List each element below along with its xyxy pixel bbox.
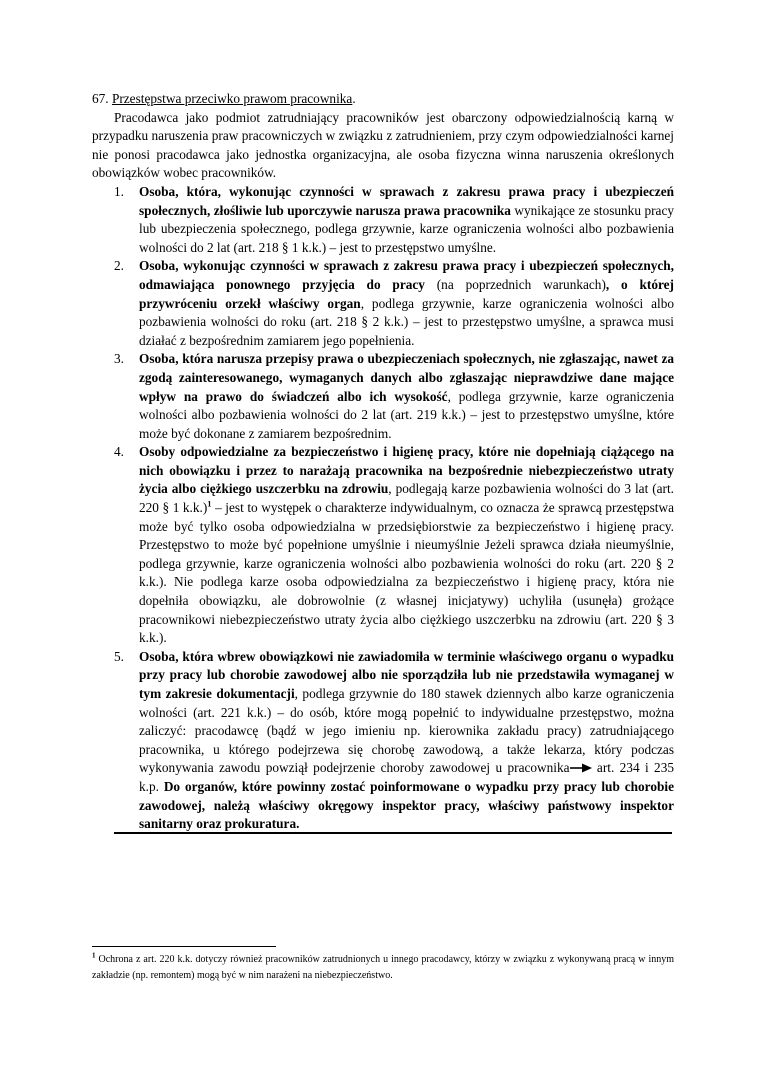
item-number: 1. <box>114 183 124 199</box>
offence-list <box>92 183 674 834</box>
section-title-period: . <box>352 91 356 106</box>
item-text: , podlega grzywnie, karze ograniczenia wolności albo pozbawienia wolności do 2 lat (art. 219 k.k.) – jest to przestępstwo umyślne, które może być dokonane z zamiarem bezpośrednim. <box>139 388 674 441</box>
item-bold-text: Osoba, która narusza przepisy prawa o ubezpieczeniach społecznych, nie zgłaszając, nawet za zgodą zainteresowanego, wymaganych danych albo zgłaszając nieprawdziwe dane mające wpływ na prawo do świadczeń albo ich wysokość <box>139 351 674 404</box>
intro-paragraph: Pracodawca jako podmiot zatrudniający pracowników jest obarczony odpowiedzialnością karną w przypadku naruszenia praw pracowniczych w związku z zatrudnieniem, przy czym odpowiedzialności karnej nie ponosi pracodawca jako jednostka organizacyjna, ale osoba fizyczna winna naruszenia określonych obowiązków wobec pracowników. <box>92 109 674 181</box>
closing-rule <box>114 832 672 834</box>
footnote <box>92 952 674 984</box>
item-text: , podlega grzywnie do 180 stawek dziennych albo karze ograniczenia wolności (art. 221 k.k.) – do osób, które mogą popełnić to indywidualne przestępstwo, można zaliczyć: pracodawcę (bądź w jego imieniu np. kierownika zakładu pracy) zatrudniającego pracownika, u którego podejrzewa się chorobę zawodową, a także lekarza, który podczas wykonywania zawodu powziął podejrzenie choroby zawodowej u pracownika <box>139 686 675 776</box>
list-item <box>92 183 674 257</box>
list-item <box>92 648 674 834</box>
footnote-text: Ochrona z art. 220 k.k. dotyczy również pracowników zatrudnionych u innego pracodawcy, którzy w związku z wykonywaną pracą w innym zakładzie (np. remontem) mogą być w nim narażeni na niebezpieczeństwo. <box>92 954 674 981</box>
item-number: 3. <box>114 351 124 367</box>
item-text: , podlegają karze pozbawienia wolności do 3 lat (art. 220 § 1 k.k.) <box>139 481 674 516</box>
item-bold-text: Do organów, które powinny zostać poinformowane o wypadku przy pracy lub chorobie zawodowej, należą właściwy okręgowy inspektor pracy, właściwy państwowy inspektor sanitarny oraz prokuratura. <box>139 778 674 832</box>
item-text: (na poprzednich warunkach) <box>424 276 606 292</box>
item-bold-text: Osoba, wykonując czynności w sprawach z zakresu prawa pracy i ubezpieczeń społecznych, odmawiająca ponownego przyjęcia do pracy <box>139 258 674 292</box>
list-item <box>92 443 674 648</box>
item-number: 4. <box>114 444 124 460</box>
footnote-marker: 1 <box>92 951 96 960</box>
item-text: – jest to występek o charakterze indywidualnym, co oznacza że sprawcą przestępstwa może być tylko osoba odpowiedzialna w przedsiębiorstwie za bezpieczeństwo i higienę pracy. Przestępstwo to może być popełnione umyślnie i nieumyślnie Jeżeli sprawca działa nieumyślnie, podlega grzywnie, karze ograniczenia wolności albo pozbawienia wolności do roku (art. 220 § 2 k.k.). Nie podlega karze osoba odpowiedzialna za bezpieczeństwo i higienę pracy, która nie dopełniła obowiązku, ale dobrowolnie (z własnej inicjatywy) uchyliła (usunęła) grożące pracownikowi niebezpieczeństwo utraty życia albo ciężkiego uszczerbku na zdrowiu (art. 220 § 3 k.k.). <box>139 500 674 646</box>
item-bold-text: Osoba, która, wykonując czynności w sprawach z zakresu prawa pracy i ubezpieczeń społecznych, złośliwie lub uporczywie narusza prawa pracownika <box>139 183 674 218</box>
item-bold-text: Osoba, która wbrew obowiązkowi nie zawiadomiła w terminie właściwego organu o wypadku przy pracy lub chorobie zawodowej albo nie sporządziła lub nie przedstawiła wymaganej w tym zakresie dokumentacji <box>139 648 674 701</box>
item-bold-text: , o której przywróceniu orzekł właściwy organ <box>139 276 674 311</box>
section-number: 67. <box>92 91 109 106</box>
section-title: Przestępstwa przeciwko prawom pracownika <box>111 91 353 106</box>
main-text <box>92 90 674 834</box>
right-arrow-icon <box>570 763 592 773</box>
item-text: art. 234 i 235 k.p. <box>139 760 674 794</box>
item-number: 2. <box>114 258 124 274</box>
item-number: 5. <box>114 648 124 664</box>
footnote-separator <box>92 946 276 947</box>
item-bold-text: Osoby odpowiedzialne za bezpieczeństwo i higienę pracy, które nie dopełniają ciążącego na nich obowiązku i przez to narażają pracownika na bezpośrednie niebezpieczeństwo utraty życia albo ciężkiego uszczerbku na zdrowiu <box>139 444 674 497</box>
section-heading <box>92 90 674 109</box>
list-item <box>92 350 674 443</box>
footnote-reference[interactable]: 1 <box>207 498 212 509</box>
list-item <box>92 257 674 350</box>
item-text: , podlega grzywnie, karze ograniczenia wolności albo pozbawienia wolności do roku (art. 218 § 2 k.k.) – jest to przestępstwo umyślne, a sprawca musi działać z bezpośrednim zamiarem jego popełnienia. <box>139 295 674 348</box>
item-text: wynikające ze stosunku pracy lub ubezpieczenia społecznego, podlega grzywnie, karze ograniczenia wolności albo pozbawienia wolności do 2 lat (art. 218 § 1 k.k.) – jest to przestępstwo umyślne. <box>139 202 674 255</box>
